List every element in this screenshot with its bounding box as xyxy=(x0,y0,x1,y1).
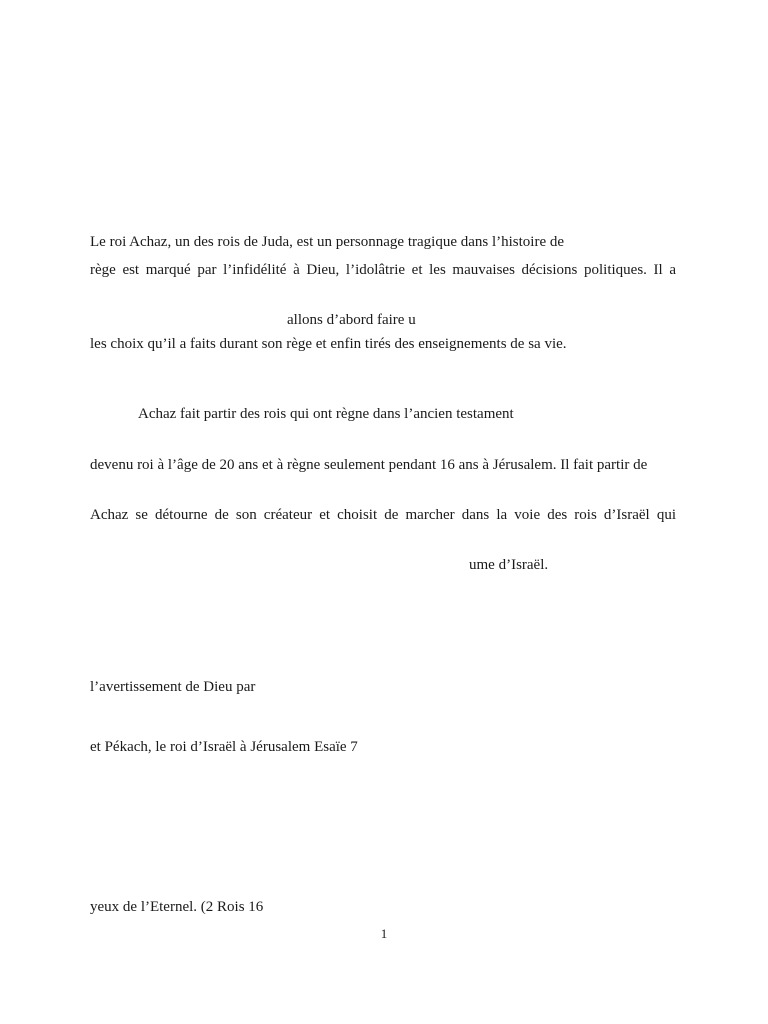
text-line: ume d’Israël. xyxy=(469,557,549,573)
text-line: l’avertissement de Dieu par xyxy=(90,679,256,695)
text-line: rège est marqué par l’infidélité à Dieu, l’idolâtrie et les mauvaises décisions politiques. Il a xyxy=(90,262,676,278)
text-line: Le roi Achaz, un des rois de Juda, est un personnage tragique dans l’histoire de xyxy=(90,234,565,250)
text-line: Achaz fait partir des rois qui ont règne dans l’ancien testament xyxy=(138,406,514,422)
page-number: 1 xyxy=(380,926,388,941)
text-line: Achaz se détourne de son créateur et choisit de marcher dans la voie des rois d’Israël qui xyxy=(90,507,676,523)
text-line: allons d’abord faire u xyxy=(287,312,416,328)
text-line: yeux de l’Eternel. (2 Rois 16 xyxy=(90,899,264,915)
text-line: les choix qu’il a faits durant son rège et enfin tirés des enseignements de sa vie. xyxy=(90,336,567,352)
text-line: devenu roi à l’âge de 20 ans et à règne seulement pendant 16 ans à Jérusalem. Il fait partir de xyxy=(90,457,648,473)
text-line: et Pékach, le roi d’Israël à Jérusalem Esaïe 7 xyxy=(90,739,358,755)
